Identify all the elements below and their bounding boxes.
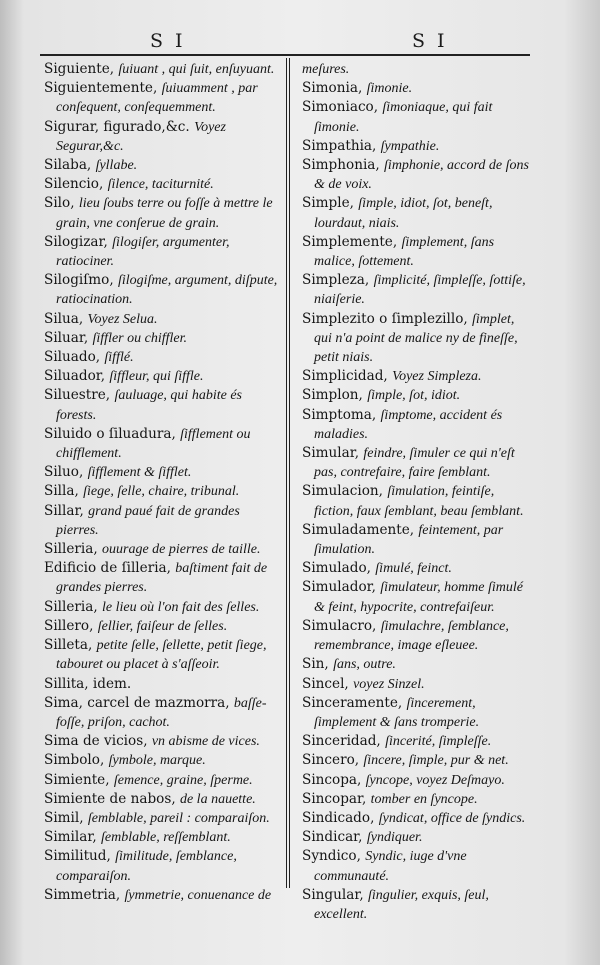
translation: feintement, par ſimulation. bbox=[314, 522, 504, 558]
translation: ſimulation, feintiſe, fiction, faux ſemblant, beau ſemblant. bbox=[314, 484, 524, 519]
headword: Sima, carcel de mazmorra, bbox=[44, 694, 234, 711]
translation: ſyncope, voyez Deſmayo. bbox=[365, 772, 505, 788]
headword: Sindicar, bbox=[302, 829, 367, 846]
headword: Siluo, bbox=[44, 464, 88, 481]
translation: baſſe-foſſe, priſon, cachot. bbox=[56, 695, 267, 730]
dictionary-entry bbox=[44, 790, 280, 809]
dictionary-entry bbox=[44, 118, 280, 156]
headword: Siguientemente, bbox=[44, 80, 162, 97]
headword: Simplicidad, bbox=[302, 368, 393, 385]
dictionary-entry bbox=[302, 406, 530, 444]
dictionary-entry bbox=[302, 482, 530, 520]
translation: ſincerement, ſimplement & ſans tromperie. bbox=[314, 695, 480, 730]
translation: ſimilitude, ſemblance, comparaiſon. bbox=[56, 849, 237, 884]
headword: Simoniaco, bbox=[302, 99, 383, 116]
translation: feindre, ſimuler ce qui n'eſt pas, contrefaire, faire ſemblant. bbox=[314, 446, 515, 481]
headword: Simulacro, bbox=[302, 617, 381, 634]
translation: lieu ſoubs terre ou foſſe à mettre le grain, vne conſerue de grain. bbox=[56, 196, 273, 231]
translation: ſimulé, feinct. bbox=[375, 561, 452, 577]
translation: ſuiuant , qui ſuit, enſuyuant. bbox=[118, 62, 275, 77]
dictionary-entry bbox=[44, 348, 280, 367]
headword: Simptoma, bbox=[302, 406, 381, 423]
headword: Silogiſmo, bbox=[44, 272, 118, 289]
dictionary-entry bbox=[302, 675, 530, 694]
running-head-left: S I bbox=[150, 30, 186, 52]
dictionary-entry bbox=[44, 463, 280, 482]
dictionary-entry bbox=[44, 847, 280, 885]
headword: Silencio, bbox=[44, 176, 108, 193]
translation: ſymbole, marque. bbox=[108, 753, 206, 769]
translation: ſiffleur, qui ſiffle. bbox=[109, 369, 204, 385]
dictionary-entry bbox=[302, 386, 530, 405]
translation: ſimulachre, ſemblance, remembrance, image eſleuee. bbox=[314, 618, 509, 654]
translation: ſilogiſer, argumenter, ratiociner. bbox=[56, 234, 230, 270]
dictionary-entry bbox=[302, 809, 530, 828]
headword: Simulador, bbox=[302, 579, 381, 596]
headword: Simiente, bbox=[44, 771, 114, 788]
translation: Syndic, iuge d'vne communauté. bbox=[314, 849, 467, 884]
headword: Simpleza, bbox=[302, 272, 374, 289]
headword: Sincel, bbox=[302, 675, 354, 692]
left-column bbox=[44, 60, 280, 905]
dictionary-entry bbox=[44, 367, 280, 386]
headword: Sinceramente, bbox=[302, 694, 407, 711]
headword: Sindicado, bbox=[302, 809, 379, 826]
translation: ſimple, idiot, ſot, beneſt, lourdaut, niais. bbox=[314, 196, 493, 231]
translation: ſemence, graine, ſperme. bbox=[113, 772, 253, 788]
headword: Simple, bbox=[302, 195, 359, 212]
translation: le lieu où l'on fait des ſelles. bbox=[102, 599, 260, 615]
headword: Sigurar, figurado,&c. bbox=[44, 118, 195, 135]
headword: Silla, bbox=[44, 483, 84, 500]
dictionary-entry bbox=[302, 233, 530, 271]
dictionary-entry bbox=[302, 310, 530, 368]
translation: ſemblable, pareil : comparaiſon. bbox=[87, 810, 270, 826]
dictionary-entry bbox=[302, 828, 530, 847]
translation: ſilogiſme, argument, diſpute, ratiocination. bbox=[56, 273, 278, 308]
headword: Silogizar, bbox=[44, 233, 113, 250]
translation: ſellier, faiſeur de ſelles. bbox=[97, 618, 228, 634]
dictionary-entry bbox=[44, 194, 280, 232]
translation: ſingulier, exquis, ſeul, excellent. bbox=[314, 887, 489, 922]
dictionary-entry bbox=[302, 617, 530, 655]
dictionary-entry bbox=[302, 751, 530, 770]
dictionary-entry bbox=[302, 559, 530, 578]
translation: baſtiment fait de grandes pierres. bbox=[56, 561, 268, 596]
translation: ſemblable, reſſemblant. bbox=[101, 830, 231, 846]
headword: Sincopar, bbox=[302, 790, 371, 807]
header-rule bbox=[40, 54, 530, 56]
dictionary-entry bbox=[44, 559, 280, 597]
translation: ouurage de pierres de taille. bbox=[102, 542, 261, 558]
dictionary-entry bbox=[302, 847, 530, 885]
translation: de la nauette. bbox=[179, 791, 256, 807]
translation: ſyllabe. bbox=[95, 158, 138, 174]
dictionary-entry bbox=[44, 636, 280, 674]
dictionary-entry bbox=[302, 444, 530, 482]
headword: Simmetria, bbox=[44, 886, 125, 903]
dictionary-entry bbox=[44, 617, 280, 636]
dictionary-entry bbox=[44, 886, 280, 905]
dictionary-entry bbox=[302, 137, 530, 156]
translation: ſiffler ou chiffler. bbox=[92, 330, 188, 346]
translation: ſyndiquer. bbox=[366, 830, 423, 846]
headword: Sin, bbox=[302, 656, 334, 673]
translation: Voyez Simpleza. bbox=[392, 369, 482, 385]
dictionary-entry bbox=[44, 329, 280, 348]
translation: ſimoniaque, qui fait ſimonie. bbox=[314, 100, 493, 135]
dictionary-entry bbox=[44, 751, 280, 770]
headword: Sillar, bbox=[44, 502, 89, 519]
translation: ſimonie. bbox=[366, 81, 413, 97]
dictionary-entry bbox=[44, 732, 280, 751]
translation: Voyez Segurar,&c. bbox=[56, 119, 226, 154]
translation: ſimplement, ſans malice, ſottement. bbox=[314, 234, 495, 270]
headword: Edificio de ſilleria, bbox=[44, 560, 176, 577]
headword: Simbolo, bbox=[44, 752, 109, 769]
translation: ſifflement ou chifflement. bbox=[56, 426, 251, 462]
translation: ſincerité, ſimpleſſe. bbox=[385, 734, 492, 750]
headword: Silleria, bbox=[44, 541, 102, 558]
dictionary-entry bbox=[302, 886, 530, 924]
translation: ſymmetrie, conuenance de bbox=[124, 887, 272, 903]
headword: Simulacion, bbox=[302, 483, 388, 500]
dictionary-entry bbox=[302, 790, 530, 809]
headword: Simiente de nabos, bbox=[44, 790, 180, 807]
headword: Simil, bbox=[44, 809, 88, 826]
headword: Simphonia, bbox=[302, 157, 385, 174]
column-divider bbox=[286, 58, 290, 888]
headword: Singular, bbox=[302, 886, 368, 903]
headword: Siluido o ſiluadura, bbox=[44, 425, 181, 442]
translation: Voyez Selua. bbox=[87, 311, 158, 327]
running-head-right: S I bbox=[412, 30, 448, 52]
translation: petite ſelle, ſellette, petit ſiege, tabouret ou placet à s'aſſeoir. bbox=[56, 638, 267, 673]
dictionary-entry bbox=[302, 271, 530, 309]
headword: Siluador, bbox=[44, 368, 110, 385]
translation: ſiege, ſelle, chaire, tribunal. bbox=[83, 484, 240, 500]
translation: ſans, outre. bbox=[333, 657, 396, 673]
headword: Syndico, bbox=[302, 848, 366, 865]
dictionary-entry bbox=[302, 194, 530, 232]
dictionary-entry bbox=[44, 79, 280, 117]
translation: ſifflement & ſifflet. bbox=[87, 465, 192, 481]
dictionary-entry bbox=[302, 79, 530, 98]
headword: Simular, bbox=[302, 445, 364, 462]
headword: Simonia, bbox=[302, 80, 367, 97]
dictionary-entry bbox=[44, 482, 280, 501]
translation: tomber en ſyncope. bbox=[370, 791, 478, 807]
headword: Sillero, bbox=[44, 617, 98, 634]
translation: ſyndicat, office de ſyndics. bbox=[378, 810, 526, 826]
dictionary-entry bbox=[302, 98, 530, 136]
dictionary-entry bbox=[302, 156, 530, 194]
headword: Similar, bbox=[44, 829, 101, 846]
headword: Sincopa, bbox=[302, 771, 366, 788]
dictionary-entry bbox=[302, 60, 530, 79]
dictionary-entry bbox=[44, 271, 280, 309]
translation: ſimplet, qui n'a point de malice ny de fineſſe, petit niais. bbox=[314, 311, 518, 366]
headword: Simplemente, bbox=[302, 233, 402, 250]
dictionary-entry bbox=[44, 60, 280, 79]
dictionary-entry bbox=[302, 367, 530, 386]
headword: Silaba, bbox=[44, 157, 96, 174]
translation: meſures. bbox=[302, 62, 350, 77]
dictionary-entry bbox=[44, 598, 280, 617]
dictionary-entry bbox=[44, 502, 280, 540]
dictionary-entry bbox=[302, 578, 530, 616]
translation: ſincere, ſimple, pur & net. bbox=[363, 753, 509, 769]
headword: Siguiente, bbox=[44, 61, 119, 77]
translation: ſimphonie, accord de ſons & de voix. bbox=[314, 158, 529, 193]
translation: ſimple, ſot, idiot. bbox=[367, 388, 461, 404]
dictionary-entry bbox=[44, 175, 280, 194]
headword: Simplon, bbox=[302, 387, 368, 404]
translation: ſuiuamment , par conſequent, conſequemment. bbox=[56, 81, 258, 116]
dictionary-entry bbox=[44, 828, 280, 847]
translation: ſympathie. bbox=[380, 138, 440, 154]
headword: Simulado, bbox=[302, 560, 376, 577]
translation: voyez Sinzel. bbox=[353, 676, 425, 692]
dictionary-entry bbox=[302, 771, 530, 790]
translation: ſimplicité, ſimpleſſe, ſottiſe, niaiſerie. bbox=[314, 273, 526, 308]
dictionary-entry bbox=[302, 694, 530, 732]
dictionary-entry bbox=[44, 675, 280, 694]
dictionary-entry bbox=[44, 809, 280, 828]
translation: ſifflé. bbox=[104, 350, 134, 366]
headword: Siluestre, bbox=[44, 387, 115, 404]
translation: vn abisme de vices. bbox=[151, 734, 260, 750]
translation: ſilence, taciturnité. bbox=[107, 177, 214, 193]
dictionary-entry bbox=[302, 521, 530, 559]
dictionary-entry bbox=[44, 425, 280, 463]
translation: ſauluage, qui habite és forests. bbox=[56, 388, 242, 423]
dictionary-entry bbox=[302, 655, 530, 674]
translation: ſimptome, accident és maladies. bbox=[314, 407, 503, 442]
headword: Silo, bbox=[44, 195, 79, 212]
translation: ſimulateur, homme ſimulé & feint, hypocrite, contrefaiſeur. bbox=[314, 580, 524, 615]
headword: Sinceridad, bbox=[302, 733, 386, 750]
headword: Sima de vicios, bbox=[44, 733, 152, 750]
headword: Silua, bbox=[44, 310, 88, 327]
headword: Similitud, bbox=[44, 848, 116, 865]
right-column bbox=[302, 60, 530, 924]
headword: Sillita, idem. bbox=[44, 675, 132, 692]
headword: Silleria, bbox=[44, 598, 102, 615]
headword: Simpathia, bbox=[302, 137, 381, 154]
headword: Siluado, bbox=[44, 349, 105, 366]
dictionary-entry bbox=[302, 732, 530, 751]
dictionary-entry bbox=[44, 771, 280, 790]
dictionary-entry bbox=[44, 310, 280, 329]
headword: Simplezito o ſimplezillo, bbox=[302, 310, 473, 327]
dictionary-entry bbox=[44, 233, 280, 271]
headword: Siluar, bbox=[44, 329, 93, 346]
translation: grand paué fait de grandes pierres. bbox=[56, 503, 240, 538]
dictionary-entry bbox=[44, 694, 280, 732]
headword: Simuladamente, bbox=[302, 521, 419, 538]
dictionary-entry bbox=[44, 156, 280, 175]
headword: Sincero, bbox=[302, 752, 364, 769]
headword: Silleta, bbox=[44, 637, 97, 654]
dictionary-entry bbox=[44, 386, 280, 424]
dictionary-entry bbox=[44, 540, 280, 559]
